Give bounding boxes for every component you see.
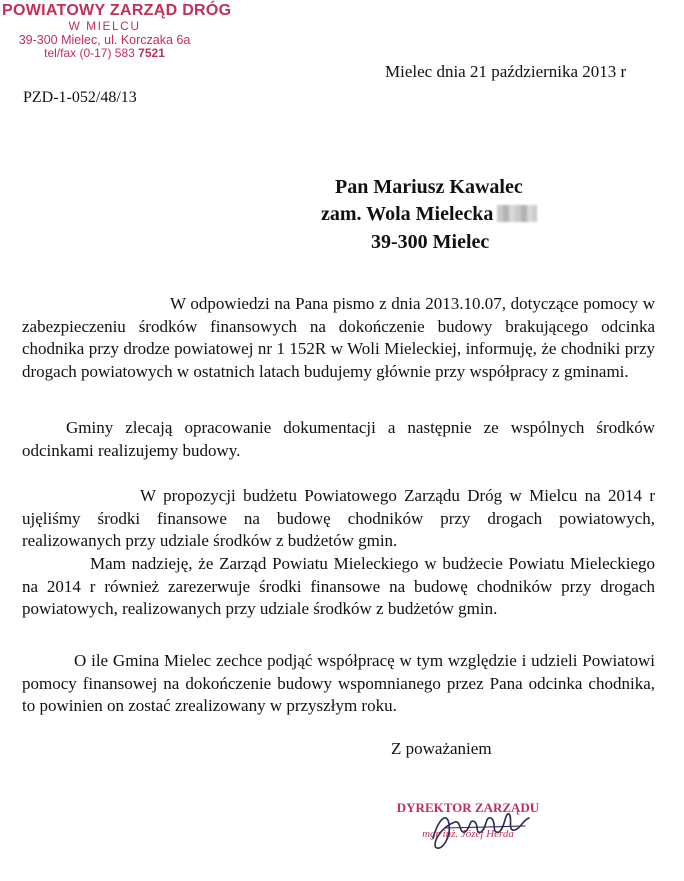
- closing-salutation: Z poważaniem: [391, 739, 492, 758]
- body-paragraph-1: W odpowiedzi na Pana pismo z dnia 2013.10.07, dotyczące pomocy w zabezpieczeniu środków finansowych na dokończenie budowy brakującego odcinka chodnika przy drodze powiatowej nr 1 152R w Woli Mieleckiej, informuję, że chodniki przy drogach powiatowych w ostatnich latach budujemy głównie przy współpracy z gminami.: [22, 294, 655, 382]
- director-stamp-person: mgr inż. Józef Herda: [422, 828, 514, 840]
- recipient-address-line: [321, 203, 537, 226]
- stamp-address: 39-300 Mielec, ul. Korczaka 6a: [18, 33, 191, 48]
- redacted-house-number: [497, 205, 537, 222]
- signature-stroke: [433, 814, 529, 848]
- stamp-organization-name: POWIATOWY ZARZĄD DRÓG: [2, 2, 232, 19]
- letter-date: Mielec dnia 21 października 2013 r: [385, 62, 627, 81]
- stamp-city: W MIELCU: [68, 18, 141, 33]
- sender-stamp: [2, 2, 232, 61]
- recipient-city: 39-300 Mielec: [371, 231, 490, 253]
- stamp-phone-prefix: tel/fax (0-17) 583: [44, 46, 139, 61]
- body-paragraph-4: Mam nadzieję, że Zarząd Powiatu Mieleckiego w budżecie Powiatu Mieleckiego na 2014 r również zarezerwuje środki finansowe na budowę chodników przy drogach powiatowych, realizowanych przy udziale środków z budżetów gmin.: [22, 554, 655, 619]
- director-stamp-title: DYREKTOR ZARZĄDU: [396, 800, 540, 815]
- body-paragraph-3: W propozycji budżetu Powiatowego Zarządu Dróg w Mielcu na 2014 r ujęliśmy środki finansowe na budowę chodników przy drogach powiatowych, realizowanych przy udziale środków z budżetów gmin.: [22, 486, 655, 551]
- recipient-address: zam. Wola Mielecka: [321, 203, 494, 225]
- recipient-name: Pan Mariusz Kawalec: [335, 176, 523, 198]
- reference-number: PZD-1-052/48/13: [23, 89, 137, 106]
- stamp-phone-suffix: 7521: [138, 46, 165, 61]
- body-paragraph-2: Gminy zlecają opracowanie dokumentacji a następnie ze wspólnych środków odcinkami realizujemy budowy.: [22, 418, 655, 460]
- stamp-phone: [2, 47, 207, 60]
- handwritten-signature: [425, 798, 535, 858]
- body-paragraph-5: O ile Gmina Mielec zechce podjąć współpracę w tym względzie i udzieli Powiatowi pomocy finansowej na dokończenie budowy wspomnianego przez Pana odcinka chodnika, to powinien on zostać zrealizowany w przyszłym roku.: [22, 651, 655, 716]
